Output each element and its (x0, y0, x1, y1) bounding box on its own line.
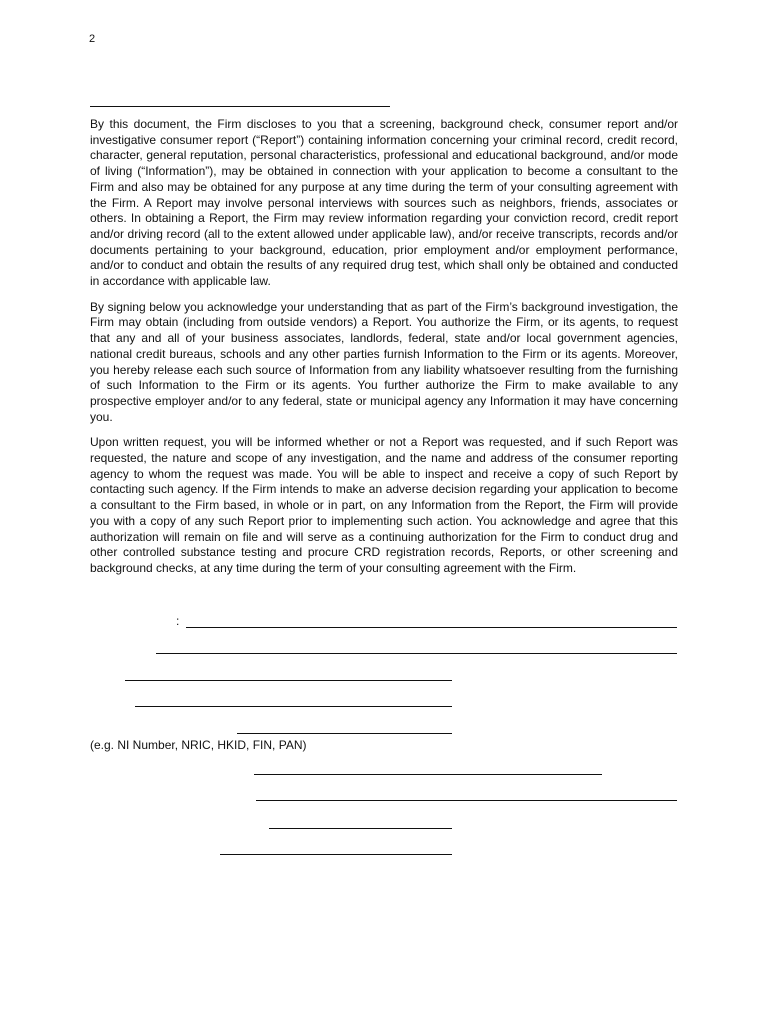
signature-line-3[interactable] (125, 680, 452, 681)
signature-line-2[interactable] (156, 653, 677, 654)
id-number-line[interactable] (237, 733, 452, 734)
page-number: 2 (89, 33, 96, 45)
id-number-hint: (e.g. NI Number, NRIC, HKID, FIN, PAN) (90, 738, 307, 752)
disclosure-paragraph-2: By signing below you acknowledge your understanding that as part of the Firm’s background investigation, the Firm may obtain (including from outside vendors) a Report. You authorize the Firm, or its agents, to request that any and all of your business associates, landlords, federal, state and/or local government agencies, national credit bureaus, schools and any other parties furnish Information to the Firm or its agents. Moreover, you hereby release each such source of Information from any liability whatsoever resulting from the furnishing of such Information to the Firm or its agents. You further authorize the Firm to make available to any prospective employer and/or to any federal, state or municipal agency any Information it may have concerning you. (90, 299, 678, 424)
signature-line-5[interactable] (254, 774, 602, 775)
disclosure-text (90, 117, 678, 587)
signature-line-7[interactable] (269, 828, 452, 829)
signature-line-1[interactable] (186, 627, 677, 628)
field-colon: : (176, 614, 180, 628)
disclosure-paragraph-3: Upon written request, you will be informed whether or not a Report was requested, and if such Report was requested, the nature and scope of any investigation, and the name and address of the consumer reporting agency to whom the request was made. You will be able to inspect and receive a copy of such Report by contacting such agency. If the Firm intends to make an adverse decision regarding your application to become a consultant to the Firm based, in whole or in part, on any Information from the Report, the Firm will provide you with a copy of any such Report prior to implementing such action. You acknowledge and agree that this authorization will remain on file and will serve as a continuing authorization for the Firm to conduct drug and other controlled substance testing and procure CRD registration records, Reports, or other screening and background checks, at any time during the term of your consulting agreement with the Firm. (90, 435, 678, 575)
signature-line-6[interactable] (256, 800, 677, 801)
disclosure-paragraph-1: By this document, the Firm discloses to you that a screening, background check, consumer report and/or investigative consumer report (“Report”) containing information concerning your criminal record, credit record, character, general reputation, personal characteristics, professional and educational background, and/or mode of living (“Information”), may be obtained in connection with your application to become a consultant to the Firm and also may be obtained for any purpose at any time during the term of your consulting agreement with the Firm. A Report may involve personal interviews with sources such as neighbors, friends, associates or others. In obtaining a Report, the Firm may review information regarding your conviction record, credit report and/or driving record (all to the extent allowed under applicable law), and/or receive transcripts, records and/or documents pertaining to your background, education, prior employment and/or employment performance, and/or to conduct and obtain the results of any required drug test, which shall only be obtained and conducted in accordance with applicable law. (90, 117, 678, 289)
signature-line-4[interactable] (135, 706, 452, 707)
header-rule (90, 106, 390, 107)
signature-line-8[interactable] (220, 854, 452, 855)
